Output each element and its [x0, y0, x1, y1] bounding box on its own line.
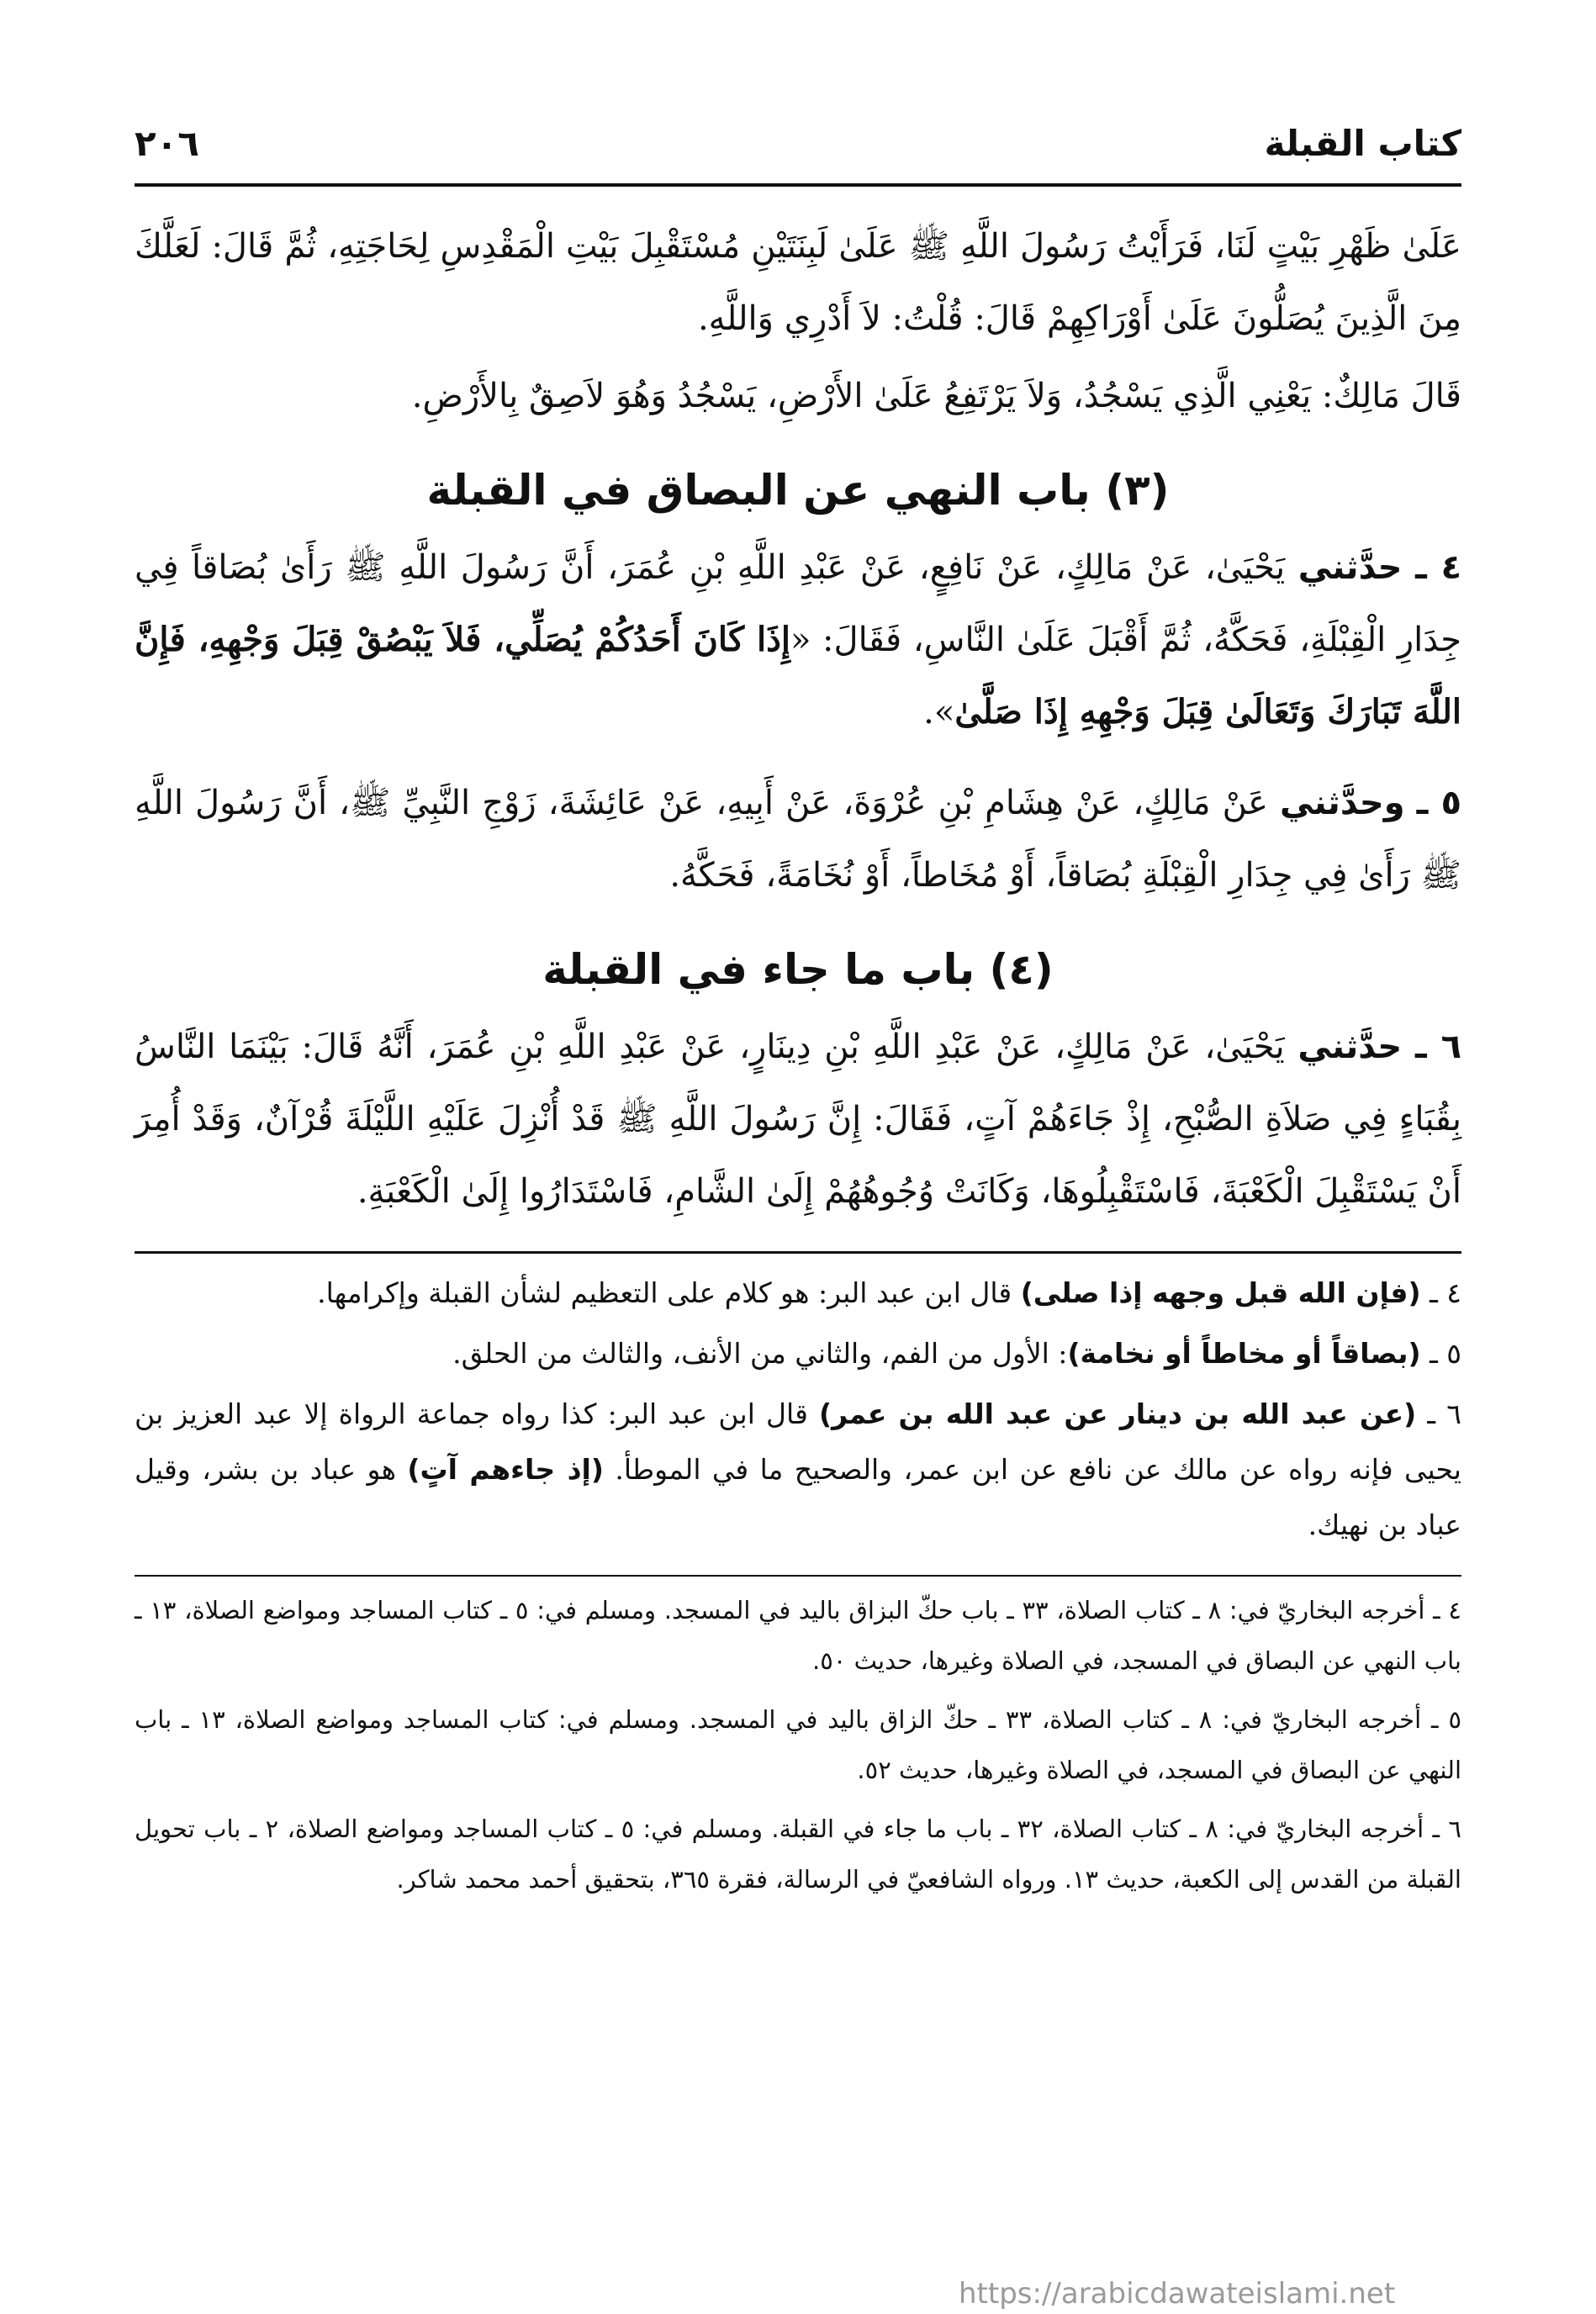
note-text: قال ابن عبد البر: كذا رواه جماعة الرواة إلا عبد العزيز بن يحيى فإنه رواه عن مالك عن نافع عن ابن عمر، والصحيح ما في الموطأ.	[135, 1397, 1461, 1486]
references-divider	[135, 1575, 1461, 1577]
intro-paragraph: عَلَىٰ ظَهْرِ بَيْتٍ لَنَا، فَرَأَيْتُ رَسُولَ اللَّهِ ﷺ عَلَىٰ لَبِنَتَيْنِ مُسْتَقْبِلَ بَيْتِ الْمَقْدِسِ لِحَاجَتِهِ، ثُمَّ قَالَ: لَعَلَّكَ مِنَ الَّذِينَ يُصَلُّونَ عَلَىٰ أَوْرَاكِهِمْ قَالَ: قُلْتُ: لاَ أَدْرِي وَاللَّهِ.	[135, 227, 1461, 338]
commentary-divider	[135, 1251, 1461, 1254]
hadith-6	[135, 1011, 1461, 1228]
document-page	[135, 118, 1461, 2270]
narration-verb: وحدَّثني	[1280, 784, 1405, 822]
hadith-4	[135, 531, 1461, 748]
page-body	[135, 210, 1461, 1905]
commentary-note-6	[135, 1387, 1461, 1553]
note-lemma: (بصاقاً أو مخاطاً أو نخامة)	[1067, 1337, 1421, 1370]
note-text: : الأول من الفم، والثاني من الأنف، والثالث من الحلق.	[452, 1337, 1068, 1370]
running-header	[135, 118, 1461, 187]
hadith-number: ٥ ـ	[1416, 784, 1461, 822]
note-text-2: هو عباد بن بشر، وقيل عباد بن نهيك.	[135, 1453, 1461, 1541]
note-number: ٥ ـ	[1430, 1337, 1461, 1370]
note-number: ٤ ـ	[1430, 1276, 1461, 1309]
hadith-5	[135, 767, 1461, 911]
book-title: كتاب القبلة	[1264, 123, 1461, 164]
hadith-text: عَنْ مَالِكٍ، عَنْ هِشَامِ بْنِ عُرْوَةَ، عَنْ أَبِيهِ، عَنْ عَائِشَةَ، زَوْجِ النَّبِيِّ ﷺ، أَنَّ رَسُولَ اللَّهِ ﷺ رَأَىٰ فِي جِدَارِ الْقِبْلَةِ بُصَاقاً، أَوْ مُخَاطاً، أَوْ نُخَامَةً، فَحَكَّهُ.	[135, 784, 1461, 895]
hadith-text: يَحْيَىٰ، عَنْ مَالِكٍ، عَنْ نَافِعٍ، عَنْ عَبْدِ اللَّهِ بْنِ عُمَرَ، أَنَّ رَسُولَ اللَّهِ ﷺ رَأَىٰ بُصَاقاً فِي جِدَارِ الْقِبْلَةِ، فَحَكَّهُ، ثُمَّ أَقْبَلَ عَلَىٰ النَّاسِ، فَقَالَ: «	[135, 548, 1461, 659]
chapter-4-heading: (٤) باب ما جاء في القبلة	[542, 945, 1054, 994]
hadith-text: يَحْيَىٰ، عَنْ مَالِكٍ، عَنْ عَبْدِ اللَّهِ بْنِ دِينَارٍ، عَنْ عَبْدِ اللَّهِ بْنِ عُمَرَ، أَنَّهُ قَالَ: بَيْنَمَا النَّاسُ بِقُبَاءٍ فِي صَلاَةِ الصُّبْحِ، إِذْ جَاءَهُمْ آتٍ، فَقَالَ: إِنَّ رَسُولَ اللَّهِ ﷺ قَدْ أُنْزِلَ عَلَيْهِ اللَّيْلَةَ قُرْآنٌ، وَقَدْ أُمِرَ أَنْ يَسْتَقْبِلَ الْكَعْبَةَ، فَاسْتَقْبِلُوهَا، وَكَانَتْ وُجُوهُهُمْ إِلَىٰ الشَّامِ، فَاسْتَدَارُوا إِلَىٰ الْكَعْبَةِ.	[135, 1028, 1461, 1211]
quote-close: ».	[923, 693, 955, 732]
hadith-number: ٦ ـ	[1414, 1028, 1461, 1066]
malik-comment: قَالَ مَالِكٌ: يَعْنِي الَّذِي يَسْجُدُ، وَلاَ يَرْتَفِعُ عَلَىٰ الأَرْضِ، يَسْجُدُ وَهُوَ لاَصِقٌ بِالأَرْضِ.	[411, 377, 1461, 415]
note-lemma-2: (إذ جاءهم آتٍ)	[407, 1453, 604, 1486]
commentary-note-5	[135, 1326, 1461, 1382]
note-number: ٦ ـ	[1427, 1397, 1461, 1430]
chapter-3-heading: (٣) باب النهي عن البصاق في القبلة	[426, 466, 1170, 515]
hadith-number: ٤ ـ	[1415, 548, 1462, 587]
reference-4: ٤ ـ أخرجه البخاريّ في: ٨ ـ كتاب الصلاة، ٣٣ ـ باب حكّ البزاق باليد في المسجد. ومسلم في: ٥ ـ كتاب المساجد ومواضع الصلاة، ١٣ ـ باب النهي عن البصاق في المسجد، في الصلاة وغيرها، حديث ٥٠.	[135, 1596, 1461, 1675]
narration-verb: حدَّثني	[1297, 548, 1403, 587]
reference-5: ٥ ـ أخرجه البخاريّ في: ٨ ـ كتاب الصلاة، ٣٣ ـ حكّ الزاق باليد في المسجد. ومسلم في: كتاب المساجد ومواضع الصلاة، ١٣ ـ باب النهي عن البصاق في المسجد، في الصلاة وغيرها، حديث ٥٢.	[135, 1705, 1462, 1784]
note-lemma: (عن عبد الله بن دينار عن عبد الله بن عمر)	[819, 1397, 1417, 1430]
reference-6: ٦ ـ أخرجه البخاريّ في: ٨ ـ كتاب الصلاة، ٣٢ ـ باب ما جاء في القبلة. ومسلم في: ٥ ـ كتاب المساجد ومواضع الصلاة، ٢ ـ باب تحويل القبلة من القدس إلى الكعبة، حديث ١٣. ورواه الشافعيّ في الرسالة، فقرة ٣٦٥، بتحقيق أحمد محمد شاكر.	[135, 1815, 1461, 1894]
note-text: قال ابن عبد البر: هو كلام على التعظيم لشأن القبلة وإكرامها.	[317, 1276, 1012, 1309]
page-number: ٢٠٦	[135, 123, 199, 164]
narration-verb: حدَّثني	[1297, 1028, 1403, 1066]
source-watermark: https://arabicdawateislami.net	[959, 2277, 1396, 2311]
note-lemma: (فإن الله قبل وجهه إذا صلى)	[1020, 1276, 1421, 1309]
prophetic-saying: إِذَا كَانَ أَحَدُكُمْ يُصَلِّي، فَلاَ يَبْصُقْ قِبَلَ وَجْهِهِ، فَإِنَّ اللَّهَ تَبَارَكَ وَتَعَالَىٰ قِبَلَ وَجْهِهِ إِذَا صَلَّىٰ	[135, 620, 1461, 732]
commentary-note-4	[135, 1265, 1461, 1321]
